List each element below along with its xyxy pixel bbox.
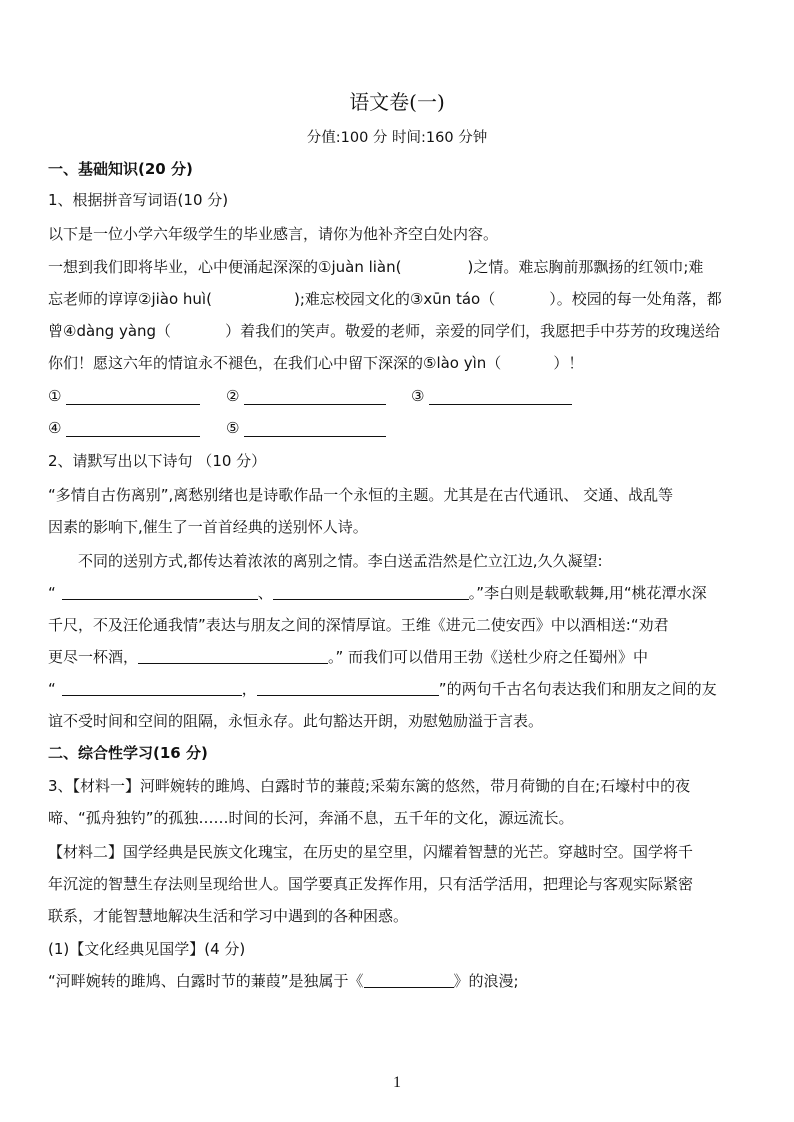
material-1-line-1: 3、【材料一】河畔婉转的雎鸠、白露时节的蒹葭;采菊东篱的悠然，带月荷锄的自在;石壕村中的夜 [48, 777, 691, 795]
poem-blank-2[interactable] [273, 585, 469, 600]
q1-text: 曾④dàng yàng（ [48, 322, 172, 340]
q2-text-line-2: 因素的影响下,催生了一首首经典的送别怀人诗。 [48, 518, 368, 536]
answer-line-3[interactable] [429, 404, 572, 405]
question-2-title: 2、请默写出以下诗句 （10 分） [48, 452, 267, 470]
sub-question-text: 》的浪漫; [453, 972, 519, 990]
page-title: 语文卷(一) [349, 90, 445, 114]
q2-text-line-8: 谊不受时间和空间的阻隔，永恒永存。此句豁达开朗，劝慰勉励溢于言表。 [48, 712, 544, 730]
q2-text: 。”李白则是载歌载舞,用“桃花潭水深 [468, 584, 707, 602]
book-title-blank[interactable] [364, 973, 454, 988]
material-2-line-2: 年沉淀的智慧生存法则呈现给世人。国学要真正发挥作用，只有活学活用，把理论与客观实际紧密 [48, 875, 694, 893]
q2-text-line-5: 千尺，不及汪伦通我情”表达与朋友之间的深情厚谊。王维《进元二使安西》中以酒相送:“劝君 [48, 616, 669, 634]
material-2-line-3: 联系，才能智慧地解决生活和学习中遇到的各种困惑。 [48, 907, 409, 925]
q1-paragraph-line-1 [48, 255, 780, 279]
q2-text: 、 [257, 584, 273, 602]
q1-text: ）！ [553, 354, 584, 372]
q2-text-line-4 [48, 581, 780, 605]
blank-label-1: ① [48, 387, 62, 405]
q1-text: );难忘校园文化的③xūn táo（ [293, 290, 496, 308]
q1-paragraph-line-2 [48, 287, 780, 311]
blank-label-5: ⑤ [226, 419, 240, 437]
q2-text-line-1: “多情自古伤离别”,离愁别绪也是诗歌作品一个永恒的主题。尤其是在古代通讯、 交通、战乱等 [48, 486, 674, 504]
poem-blank-1[interactable] [62, 585, 258, 600]
q1-text: 忘老师的谆谆②jiào huì( [48, 290, 212, 308]
sub-question-text: “河畔婉转的雎鸠、白露时节的蒹葭”是独属于《 [48, 972, 364, 990]
section-heading-2: 二、综合性学习(16 分) [48, 744, 208, 762]
q2-text-line-7 [48, 677, 780, 701]
q1-text: 你们！愿这六年的情谊永不褪色，在我们心中留下深深的⑤lào yìn（ [48, 354, 502, 372]
section-heading-1: 一、基础知识(20 分) [48, 160, 193, 178]
answer-line-1[interactable] [66, 404, 200, 405]
q1-text: ）。校园的每一处角落，都 [549, 290, 722, 308]
poem-blank-3[interactable] [138, 649, 328, 664]
material-2-line-1: 【材料二】国学经典是民族文化瑰宝，在历史的星空里，闪耀着智慧的光芒。穿越时空。国学将千 [48, 843, 694, 861]
blank-label-2: ② [226, 387, 240, 405]
q2-text: “ [48, 584, 56, 602]
sub-question-1-title: (1)【文化经典见国学】(4 分) [48, 940, 246, 958]
q1-text: ）着我们的笑声。敬爱的老师，亲爱的同学们，我愿把手中芬芳的玫瑰送给 [225, 322, 721, 340]
poem-blank-5[interactable] [257, 681, 439, 696]
material-1-line-2: 啼、“孤舟独钓”的孤独……时间的长河，奔涌不息，五千年的文化，源远流长。 [48, 809, 574, 827]
q2-text: “ [48, 680, 56, 698]
blank-label-3: ③ [411, 387, 425, 405]
answer-line-5[interactable] [244, 436, 386, 437]
question-1-intro: 以下是一位小学六年级学生的毕业感言，请你为他补齐空白处内容。 [48, 225, 499, 243]
score-time-info: 分值:100 分 时间:160 分钟 [306, 130, 488, 146]
blank-label-4: ④ [48, 419, 62, 437]
q2-text: 更尽一杯酒， [48, 648, 139, 666]
answer-line-2[interactable] [244, 404, 386, 405]
q1-text: )之情。难忘胸前那飘扬的红领巾;难 [467, 258, 704, 276]
q2-text: ”的两句千古名句表达我们和朋友之间的友 [438, 680, 717, 698]
q2-text-line-3: 不同的送别方式,都传达着浓浓的离别之情。李白送孟浩然是伫立江边,久久凝望: [78, 552, 603, 570]
q2-text: 。” 而我们可以借用王勃《送杜少府之任蜀州》中 [328, 648, 649, 666]
q1-paragraph-line-4 [48, 351, 780, 375]
sub-question-1-text [48, 969, 780, 993]
q1-paragraph-line-3 [48, 319, 780, 343]
q2-text: ， [241, 680, 257, 698]
question-1-title: 1、根据拼音写词语(10 分) [48, 191, 229, 209]
poem-blank-4[interactable] [62, 681, 242, 696]
q1-text: 一想到我们即将毕业，心中便涌起深深的①juàn liàn( [48, 258, 402, 276]
q2-text-line-6 [48, 645, 780, 669]
answer-line-4[interactable] [66, 436, 200, 437]
page-number: 1 [393, 1074, 401, 1091]
